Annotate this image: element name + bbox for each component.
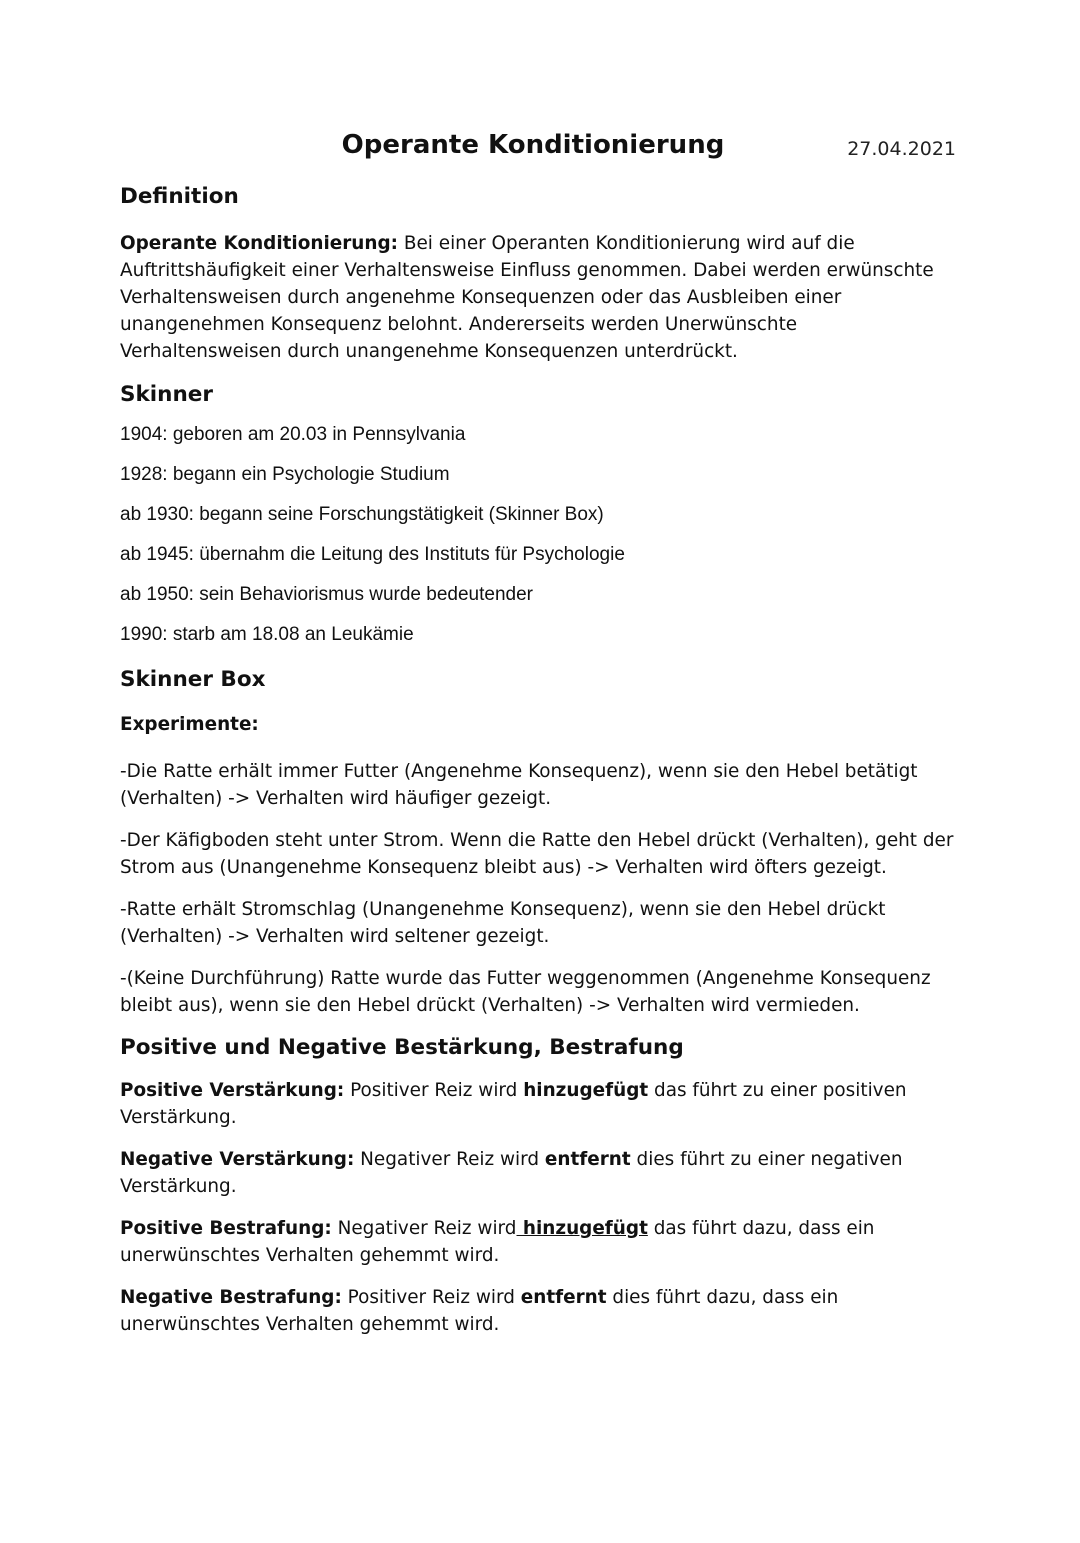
skinner-box-heading: Skinner Box [120,667,266,692]
definition-term: Operante Konditionierung: [120,233,399,254]
reinforcement-text: Positiver Reiz wird [341,1287,521,1308]
reinforcement-text: dies führt zu einer negativen Verstärkung. [120,1149,903,1197]
document-title: Operante Konditionierung [341,130,725,160]
definition-text: Bei einer Operanten Konditionierung wird auf die Auftrittshäufigkeit einer Verhaltensweise Einfluss genommen. Dabei werden erwünschte Verhaltensweisen durch angenehme Konsequenzen oder das Ausbleiben einer unangenehmen Konsequenz belohnt. Andererseits werden Unerwünschte Verhaltensweisen durch unangenehme Konsequenzen unterdrückt. [120,233,934,362]
reinforcement-key: hinzugefügt [523,1080,649,1101]
experiment-item: -Die Ratte erhält immer Futter (Angenehme Konsequenz), wenn sie den Hebel betätigt (Verhalten) -> Verhalten wird häufiger gezeigt. [120,761,918,809]
definition-heading: Definition [120,184,239,209]
timeline-item: 1990: starb am 18.08 an Leukämie [120,624,414,645]
reinforcement-item [120,1215,960,1269]
reinforcement-key: entfernt [520,1287,607,1308]
reinforcement-item [120,1077,960,1131]
reinforcement-term: Positive Verstärkung: [120,1080,345,1101]
reinforcement-key: hinzugefügt [516,1218,648,1239]
timeline-item: 1904: geboren am 20.03 in Pennsylvania [120,424,466,445]
definition-paragraph [120,230,960,365]
document-date: 27.04.2021 [847,138,956,160]
reinforcement-term: Positive Bestrafung: [120,1218,332,1239]
experiments-label: Experimente: [120,714,259,735]
reinforcement-term: Negative Verstärkung: [120,1149,355,1170]
reinforcement-text: das führt zu einer positiven Verstärkung. [120,1080,907,1128]
reinforcement-text: dies führt dazu, dass ein unerwünschtes Verhalten gehemmt wird. [120,1287,839,1335]
reinforcement-text: Negativer Reiz wird [331,1218,517,1239]
timeline-item: ab 1930: begann seine Forschungstätigkeit (Skinner Box) [120,504,604,525]
skinner-heading: Skinner [120,382,213,407]
experiment-item: -(Keine Durchführung) Ratte wurde das Futter weggenommen (Angenehme Konsequenz bleibt aus), wenn sie den Hebel drückt (Verhalten) -> Verhalten wird vermieden. [120,968,931,1016]
reinforcement-term: Negative Bestrafung: [120,1287,342,1308]
timeline-item: ab 1950: sein Behaviorismus wurde bedeutender [120,584,533,605]
timeline-item: 1928: begann ein Psychologie Studium [120,464,450,485]
timeline-item: ab 1945: übernahm die Leitung des Instituts für Psychologie [120,544,625,565]
skinner-timeline [120,415,960,655]
reinforcement-text: das führt dazu, dass ein unerwünschtes Verhalten gehemmt wird. [120,1218,875,1266]
document-page [120,128,960,1338]
reinforcement-text: Negativer Reiz wird [354,1149,545,1170]
reinforcement-heading: Positive und Negative Bestärkung, Bestrafung [120,1035,684,1060]
experiment-item: -Ratte erhält Stromschlag (Unangenehme Konsequenz), wenn sie den Hebel drückt (Verhalten) -> Verhalten wird seltener gezeigt. [120,899,886,947]
reinforcement-text: Positiver Reiz wird [344,1080,524,1101]
reinforcement-key: entfernt [544,1149,631,1170]
reinforcement-item [120,1146,960,1200]
title-row [120,128,960,172]
experiment-item: -Der Käfigboden steht unter Strom. Wenn die Ratte den Hebel drückt (Verhalten), geht der Strom aus (Unangenehme Konsequenz bleibt aus) -> Verhalten wird öfters gezeigt. [120,830,954,878]
reinforcement-item [120,1284,960,1338]
